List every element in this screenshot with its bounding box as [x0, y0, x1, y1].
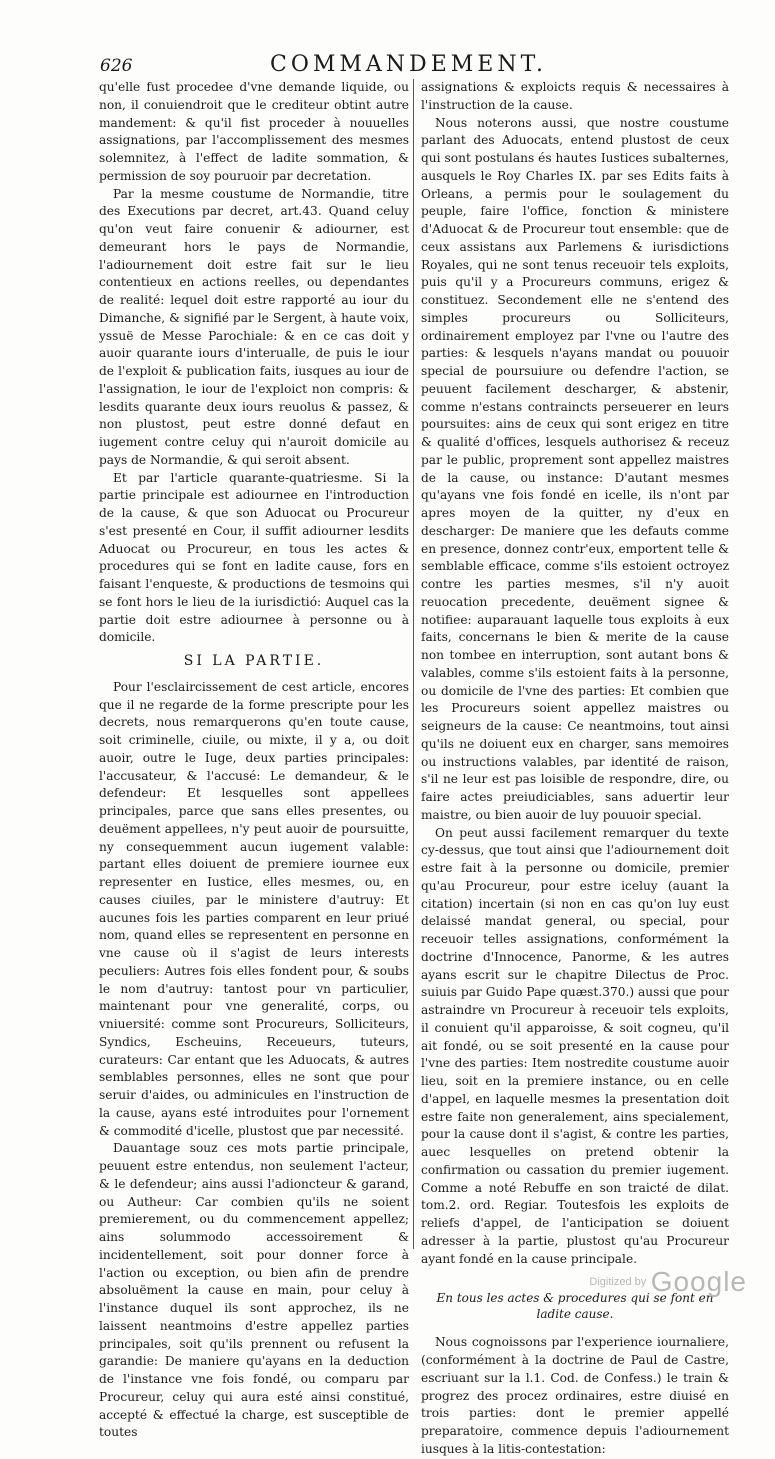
paragraph: qu'elle fust procedee d'vne demande liquide, ou non, il conuiendroit que le crediteur obtint autre mandement: & qu'il fist proceder à nouuelles assignations, par l'accomplissement des mesmes solemnitez, à l'effect de ladite sommation, & permission de soy pouruoir par decretation. [99, 80, 409, 183]
paragraph: On peut aussi facilement remarquer du texte cy-dessus, que tout ainsi que l'adiournement doit estre fait à la personne ou domicile, premier qu'au Procureur, pour estre iceluy (auant la citation) incertain (si non en cas qu'on luy eust delaissé mandat general, ou special, pour receuoir telles assignations, conformément la doctrine d'Innocence, Panorme, & les autres ayans escrit sur le chapitre Dilectus de Proc. suiuis par Guido Pape quæst.370.) aussi que pour astraindre vn Procureur à receuoir tels exploits, il conuient qu'il apparoisse, & soit cogneu, qu'il ait fondé, ou se soit presenté en la cause pour l'vne des parties: Item nostredite coustume auoir lieu, soit en la premiere instance, ou en celle d'appel, en laquelle mesmes la presentation doit estre faite non generalement, ains specialement, pour la cause dont il s'agist, & contre les parties, auec lesquelles on pretend obtenir la confirmation ou cassation du premier iugement. Comme a noté Rebuffe en son traicté de dilat. tom.2. ord. Regiar. Toutesfois les exploits de reliefs d'appel, de l'anticipation se doiuent adresser à la partie, plustost qu'au Procureur ayant fondé en la cause principale. [421, 825, 729, 1266]
right-column [421, 79, 729, 1459]
watermark-small-text: Digitized by [589, 1276, 647, 1288]
paragraph: Et par l'article quarante-quatriesme. Si la partie principale est adiournee en l'introduction de la cause, & que son Aduocat ou Procureur s'est presenté en Cour, il suffit adiourner lesdits Aduocat ou Procureur, en tous les actes & procedures qui se font en ladite cause, fors en faisant l'enqueste, & productions de tesmoins qui se font hors le lieu de la iurisdictió: Auquel cas la partie doit estre adiournee à personne ou à domicile. [99, 470, 409, 645]
italic-heading: En tous les actes & procedures qui se font en ladite cause. [436, 1291, 714, 1322]
paragraph: Par la mesme coustume de Normandie, titre des Executions par decret, art.43. Quand celuy qu'on veut faire conuenir & adiourner, est demeurant hors le pays de Normandie, l'adiournement doit estre fait sur le lieu contentieux en actions reelles, ou dependantes de realité: lequel doit estre rapporté au iour du Dimanche, & signifié par le Sergent, à haute voix, yssuë de Messe Parochiale: & en ce cas doit y auoir quarante iours d'interualle, de puis le iour de l'exploit & publication faits, iusques au iour de l'assignation, le iour de l'exploict non compris: & lesdits quarante deux iours reuolus & passez, & non plustost, peut estre donné defaut en iugement contre celuy qui n'auroit domicile au pays de Normandie, & qui seroit absent. [99, 186, 409, 467]
watermark-brand: Google [650, 1266, 747, 1297]
paragraph: Dauantage souz ces mots partie principale, peuuent estre entendus, non seulement l'acteur, & le defendeur; ains aussi l'adioncteur & garand, ou Autheur: Car combien qu'ils ne soient premierement, ou du commencement appellez; ains solummodo accessoirement & incidentellement, soit pour donner force à l'action ou exception, ou bien afin de prendre absoluëment la cause en main, pour celuy à l'instance duquel ils sont approchez, ils ne laissent neantmoins d'estre appellez parties principales, soit qu'ils prennent ou refusent la garandie: De maniere qu'ayans en la deduction de l'instance vne fois fondé, ou comparu par Procureur, celuy qui aura esté ainsi constitué, accepté & effectué la charge, est susceptible de toutes [99, 1141, 409, 1440]
left-column [99, 79, 409, 1442]
column-rule [413, 79, 414, 1249]
section-heading: SI LA PARTIE. [183, 653, 325, 669]
paragraph: Pour l'esclaircissement de cest article, encores que il ne regarde de la forme prescripte pour les decrets, nous remarquerons qu'en toute cause, soit criminelle, ciuile, ou mixte, il y a, ou doit auoir, outre le Iuge, deux parties principales: l'accusateur, & l'accusé: Le demandeur, & le defendeur: Et lesquelles sont appellees principales, parce que sans elles presentes, ou deuëment appellees, n'y peut auoir de poursuitte, ny consequemment aucun iugement valable: partant elles doiuent de premiere iournee eux representer en Iustice, elles mesmes, ou, en causes ciuiles, par le ministere d'autruy: Et aucunes fois les parties comparent en leur priué nom, quand elles se representent en personne en vne cause où il s'agist de leurs interests peculiers: Autres fois elles fondent pour, & soubs le nom d'autruy: tantost pour vn particulier, maintenant pour vne generalité, corps, ou vniuersité: comme sont Procureurs, Solliciteurs, Syndics, Escheuins, Receueurs, tuteurs, curateurs: Car entant que les Aduocats, & autres semblables personnes, elles ne sont que pour seruir d'aides, ou adminicules en l'instruction de la cause, ayans esté introduites pour l'ornement & commodité d'icelle, plustost que par necessité. [99, 679, 409, 1138]
running-head: COMMANDEMENT. [270, 52, 548, 77]
paragraph: Nous cognoissons par l'experience iournaliere, (conformément à la doctrine de Paul de Castre, escriuant sur la l.1. Cod. de Confess.) le train & progrez des procez ordinaires, estre diuisé en trois parties: dont le premier appellé preparatoire, commence depuis l'adiournement iusques à la litis-contestation: [421, 1335, 729, 1456]
paragraph: Nous noterons aussi, que nostre coustume parlant des Aduocats, entend plustost de ceux qui sont postulans és hautes Iustices subalternes, ausquels le Roy Charles IX. par ses Edits faits à Orleans, a permis pour le soulagement du peuple, faire l'office, fonction & ministere d'Aduocat & de Procureur tout ensemble: que de ceux assistans aux Parlemens & iurisdictions Royales, qui ne sont tenus receuoir tels exploits, puis qu'il y a Procureurs communs, erigez & constituez. Secondement elle ne s'entend des simples procureurs ou Solliciteurs, ordinairement employez par l'vne ou l'autre des parties: & lesquels n'ayans mandat ou pouuoir special de poursuiure ou defendre l'action, se peuuent facilement descharger, & abstenir, comme n'estans contraincts perseuerer en leurs poursuites: ains de ceux qui sont erigez en titre & qualité d'offices, lesquels authorisez & receuz par le public, proprement sont appellez maistres de la cause, ou instance: D'autant mesmes qu'ayans vne fois fondé en icelle, ils n'ont par apres moyen de la quitter, ny d'eux en descharger: De maniere que les defauts comme en presence, donnez contr'eux, emportent telle & semblable efficace, comme s'ils estoient octroyez contre les parties mesmes, s'il n'y auoit reuocation precedente, deuëment signee & notifiee: auparauant laquelle tous exploits à eux faits, concernans le bien & merite de la cause non tombee en interruption, sont autant bons & valables, comme s'ils estoient faits à la personne, ou domicile de l'vne des parties: Et combien que les Procureurs soient appellez maistres ou seigneurs de la cause: Ce neantmoins, tout ainsi qu'ils ne doiuent eux en charger, sans memoires ou instructions valables, par identité de raison, s'il ne leur est pas loisible de respondre, dire, ou faire actes preiudiciables, sans aduertir leur maistre, ou bien auoir de luy pouuoir special. [421, 115, 729, 822]
paragraph: assignations & exploicts requis & necessaires à l'instruction de la cause. [421, 80, 729, 112]
google-watermark [589, 1266, 747, 1298]
page-number: 626 [100, 56, 133, 76]
